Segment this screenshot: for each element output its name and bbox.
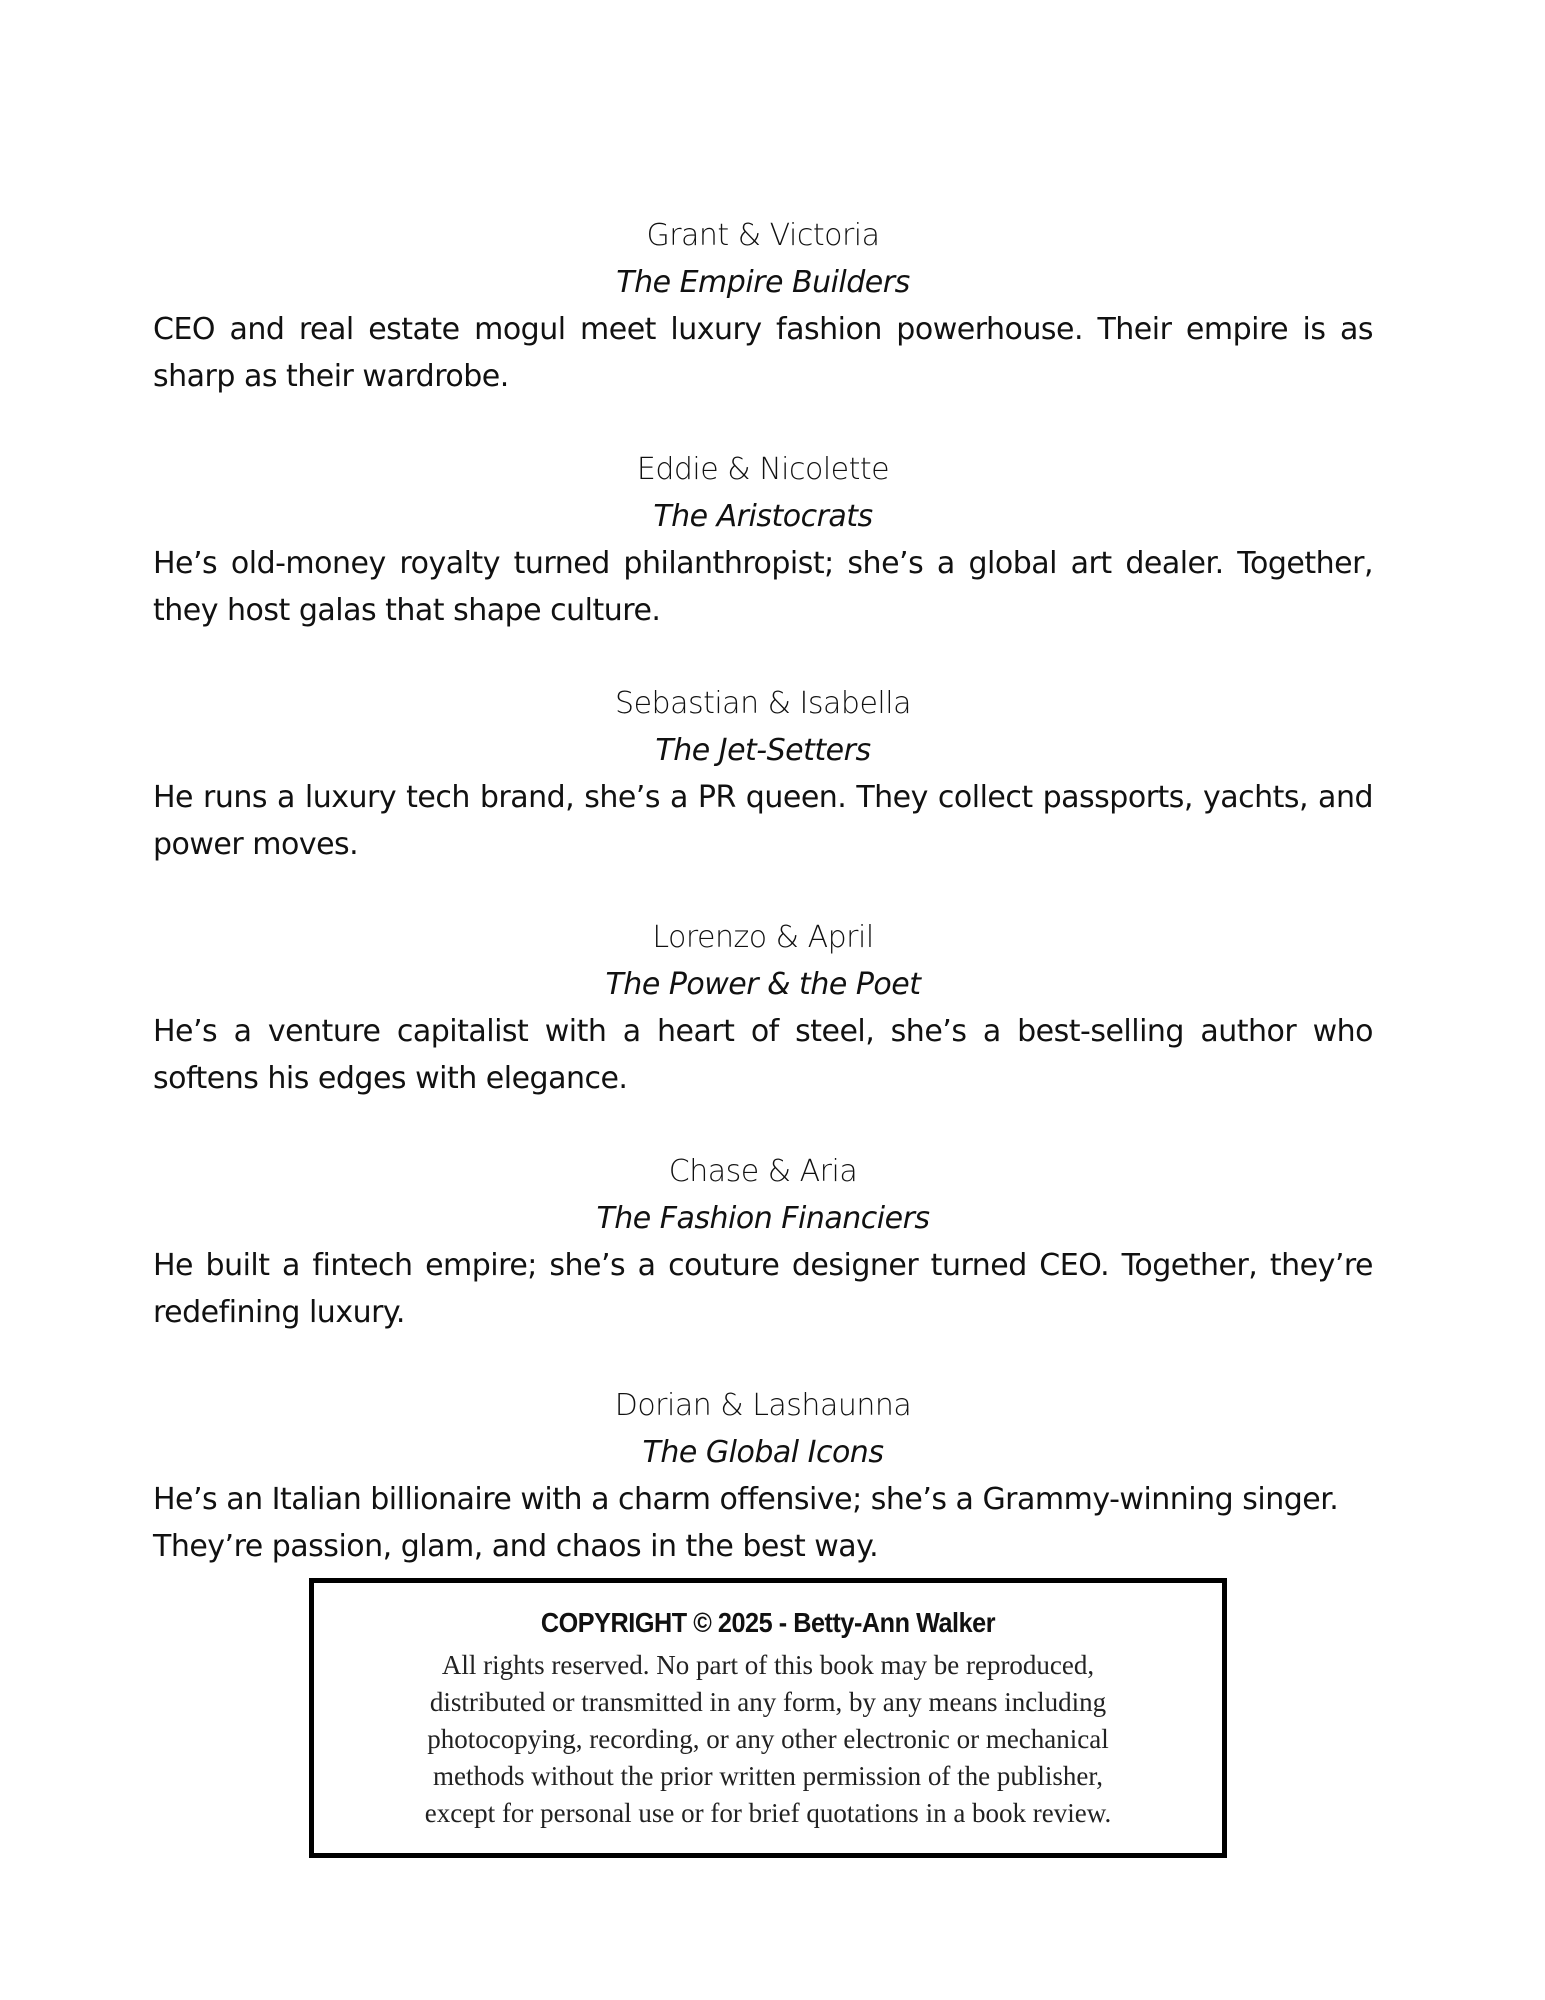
couple-title: The Aristocrats bbox=[653, 499, 873, 534]
couple-entry bbox=[153, 446, 1373, 634]
copyright-line: All rights reserved. No part of this book may be reproduced, bbox=[441, 1650, 1095, 1680]
couple-entry bbox=[153, 680, 1373, 868]
couple-title: The Jet-Setters bbox=[655, 733, 871, 768]
couple-names: Eddie & Nicolette bbox=[636, 452, 890, 487]
couple-entry bbox=[153, 212, 1373, 400]
couple-description: He’s an Italian billionaire with a charm offensive; she’s a Grammy-winning singer. They’re passion, glam, and chaos in the best way. bbox=[153, 1482, 1339, 1564]
couple-names: Lorenzo & April bbox=[652, 920, 874, 955]
couple-title: The Fashion Financiers bbox=[596, 1201, 930, 1236]
couple-title: The Power & the Poet bbox=[605, 967, 921, 1002]
couple-entry bbox=[153, 914, 1373, 1102]
couple-description: He built a fintech empire; she’s a couture designer turned CEO. Together, they’re redefining luxury. bbox=[153, 1248, 1373, 1330]
copyright-box bbox=[309, 1578, 1227, 1858]
copyright-line: methods without the prior written permission of the publisher, bbox=[432, 1761, 1104, 1791]
couple-description: He’s a venture capitalist with a heart of steel, she’s a best-selling author who softens his edges with elegance. bbox=[153, 1014, 1373, 1096]
couple-names: Sebastian & Isabella bbox=[615, 686, 911, 721]
couple-names: Chase & Aria bbox=[668, 1154, 858, 1189]
couple-title: The Empire Builders bbox=[616, 265, 910, 300]
couple-title: The Global Icons bbox=[642, 1435, 884, 1470]
couples-list bbox=[153, 212, 1373, 1616]
copyright-line: distributed or transmitted in any form, by any means including bbox=[429, 1687, 1107, 1717]
couple-description: He runs a luxury tech brand, she’s a PR queen. They collect passports, yachts, and power moves. bbox=[153, 780, 1373, 862]
couple-names: Grant & Victoria bbox=[646, 218, 880, 253]
copyright-line: except for personal use or for brief quotations in a book review. bbox=[424, 1798, 1112, 1828]
copyright-title: COPYRIGHT © 2025 - Betty-Ann Walker bbox=[540, 1607, 996, 1638]
couple-description: CEO and real estate mogul meet luxury fashion powerhouse. Their empire is as sharp as their wardrobe. bbox=[153, 312, 1373, 394]
couple-names: Dorian & Lashaunna bbox=[614, 1388, 912, 1423]
couple-entry bbox=[153, 1148, 1373, 1336]
couple-description: He’s old-money royalty turned philanthropist; she’s a global art dealer. Together, they host galas that shape culture. bbox=[153, 546, 1373, 628]
copyright-notice bbox=[314, 1647, 1222, 1832]
couple-entry bbox=[153, 1382, 1373, 1570]
copyright-line: photocopying, recording, or any other electronic or mechanical bbox=[427, 1724, 1109, 1754]
